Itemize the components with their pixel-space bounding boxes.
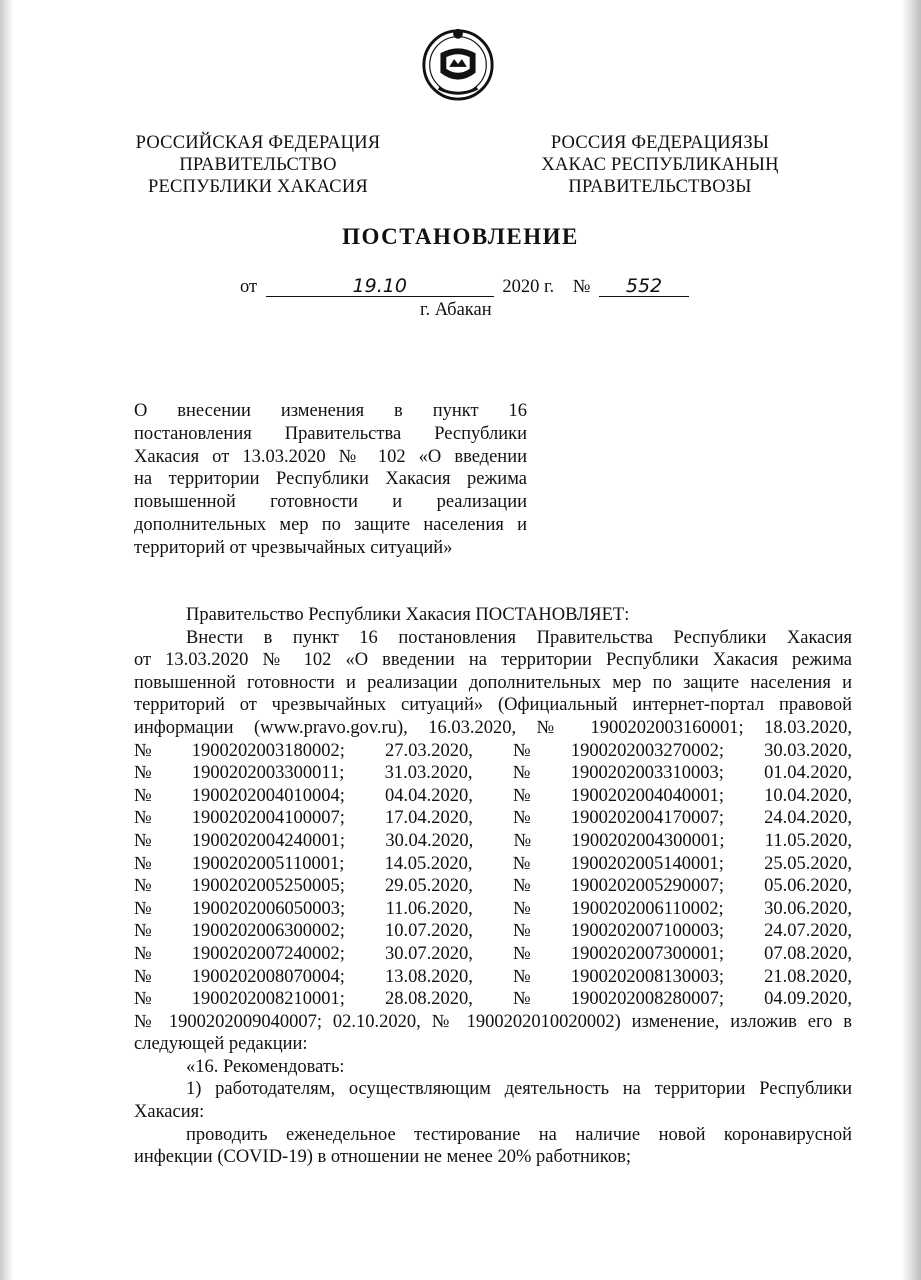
header-right-line: РОССИЯ ФЕДЕРАЦИЯЗЫ [550, 133, 770, 153]
publication-cell: 24.07.2020, [764, 921, 852, 942]
publication-cell: 17.04.2020, [385, 808, 473, 829]
publication-cell: 1900202008280007; [570, 989, 724, 1010]
publication-cell: 1900202006300002; [191, 921, 345, 942]
publication-cell: № [134, 921, 152, 942]
subject-block [134, 400, 527, 560]
publication-cell: № [513, 921, 531, 942]
publication-cell: 05.06.2020, [764, 876, 852, 897]
publication-row [134, 762, 852, 785]
publication-row [134, 966, 852, 989]
publication-cell: 21.08.2020, [764, 966, 852, 987]
subject-line: территорий от чрезвычайных ситуаций» [134, 537, 453, 558]
subject-line: на территории Республики Хакасия режима [134, 469, 527, 490]
resolves-line: Правительство Республики Хакасия ПОСТАНОВЛЯЕТ: [186, 605, 630, 625]
publication-cell: 10.07.2020, [385, 921, 473, 942]
publication-list [134, 740, 852, 1011]
publication-cell: № [513, 830, 532, 851]
publication-cell: 1900202005140001; [570, 853, 724, 874]
publication-cell: № [134, 898, 152, 919]
publication-cell: 1900202004240001; [191, 830, 346, 851]
date-prefix: от [240, 277, 258, 297]
subject-line: постановления Правительства Республики [134, 423, 527, 444]
publication-cell: 1900202006110002; [571, 898, 724, 919]
publication-cell: № [134, 853, 152, 874]
intro-line: информации (www.pravo.gov.ru), 16.03.2020, № 1900202003160001; 18.03.2020, [134, 717, 852, 738]
publication-cell: № [134, 763, 152, 784]
publication-cell: 1900202003270002; [570, 740, 724, 761]
publication-cell: 04.04.2020, [385, 785, 473, 806]
publication-cell: 13.08.2020, [385, 966, 473, 987]
publication-cell: 1900202004040001; [570, 785, 724, 806]
publication-cell: № [513, 943, 531, 964]
publication-cell: № [134, 943, 152, 964]
publication-cell: № [134, 876, 152, 897]
publication-cell: 30.06.2020, [764, 898, 852, 919]
publication-row [134, 943, 852, 966]
date-field-handwritten: 19.10 [266, 277, 494, 297]
publication-row [134, 875, 852, 898]
publication-cell: 11.05.2020, [764, 830, 852, 851]
publication-cell: 1900202008070004; [191, 966, 345, 987]
publication-cell: 01.04.2020, [764, 763, 852, 784]
publication-row [134, 853, 852, 876]
page-shadow-right [901, 0, 921, 1280]
publication-cell: 1900202004010004; [191, 785, 345, 806]
intro-line: Внести в пункт 16 постановления Правительства Республики Хакасия [186, 627, 852, 648]
publication-cell: № [134, 740, 152, 761]
publication-cell: № [512, 853, 531, 874]
publication-row [134, 920, 852, 943]
city-label: г. Абакан [420, 300, 492, 320]
publication-cell: 1900202003310003; [570, 763, 724, 784]
publication-cell: 28.08.2020, [385, 989, 473, 1010]
header-left-line: ПРАВИТЕЛЬСТВО [179, 155, 337, 175]
subject-line: повышенной готовности и реализации [134, 492, 527, 513]
publication-cell: № [513, 785, 531, 806]
year-label: 2020 г. [502, 277, 555, 297]
publication-cell: № [134, 830, 152, 851]
intro-line: повышенной готовности и реализации дополнительных мер по защите населения и [134, 672, 852, 693]
publication-cell: № [513, 989, 531, 1010]
publication-cell: 27.03.2020, [385, 740, 473, 761]
header-left [118, 132, 398, 198]
publication-cell: 1900202003180002; [191, 740, 345, 761]
publication-cell: № [513, 966, 531, 987]
subject-line: Хакасия от 13.03.2020 № 102 «О введении [134, 446, 527, 467]
document-body [134, 604, 852, 1169]
publication-cell: 1900202004300001; [571, 830, 725, 851]
publication-cell: 04.09.2020, [764, 989, 852, 1010]
testing-line: проводить еженедельное тестирование на наличие новой коронавирусной [186, 1124, 852, 1145]
publication-cell: 25.05.2020, [764, 853, 852, 874]
publication-cell: № [134, 989, 152, 1010]
coat-of-arms-emblem [419, 24, 497, 102]
publication-cell: 1900202003300011; [191, 763, 345, 784]
publication-cell: 10.04.2020, [764, 785, 852, 806]
publication-row [134, 740, 852, 763]
header-right-line: ПРАВИТЕЛЬСТВОЗЫ [568, 177, 752, 197]
publication-cell: 1900202008210001; [191, 989, 345, 1010]
publication-row [134, 807, 852, 830]
header-left-line: РОССИЙСКАЯ ФЕДЕРАЦИЯ [135, 133, 381, 153]
publication-cell: 30.03.2020, [764, 740, 852, 761]
closing-line: следующей редакции: [134, 1034, 308, 1055]
number-sign: № [572, 277, 591, 297]
publication-cell: № [134, 966, 152, 987]
subject-line: дополнительных мер по защите населения и [134, 514, 527, 535]
publication-cell: 30.07.2020, [385, 943, 473, 964]
publication-cell: № [513, 808, 531, 829]
publication-cell: 24.04.2020, [764, 808, 852, 829]
closing-line: № 1900202009040007; 02.10.2020, № 1900202010020002) изменение, изложив его в [134, 1011, 852, 1032]
intro-line: территорий от чрезвычайных ситуаций» (Официальный интернет-портал правовой [134, 695, 852, 716]
employers-line: 1) работодателям, осуществляющим деятельность на территории Республики [186, 1079, 852, 1100]
publication-cell: 07.08.2020, [764, 943, 852, 964]
employers-line: Хакасия: [134, 1102, 205, 1123]
publication-cell: 1900202004170007; [570, 808, 724, 829]
publication-cell: 11.06.2020, [385, 898, 473, 919]
header-right [520, 132, 800, 198]
publication-cell: № [134, 808, 152, 829]
subject-line: О внесении изменения в пункт 16 [134, 401, 527, 421]
item-16-heading: «16. Рекомендовать: [186, 1056, 345, 1077]
header-right-line: ХАКАС РЕСПУБЛИКАНЫҢ [541, 155, 779, 175]
publication-cell: 1900202004100007; [191, 808, 345, 829]
publication-cell: 1900202007100003; [570, 921, 724, 942]
publication-cell: 29.05.2020, [385, 876, 473, 897]
page-shadow-left [0, 0, 14, 1280]
publication-row [134, 988, 852, 1011]
publication-cell: 1900202005110001; [191, 853, 345, 874]
publication-cell: 31.03.2020, [384, 763, 473, 784]
publication-row [134, 898, 852, 921]
testing-line: инфекции (COVID-19) в отношении не менее 20% работников; [134, 1147, 631, 1168]
date-number-line [240, 277, 689, 298]
publication-cell: 1900202006050003; [192, 898, 346, 919]
publication-cell: 1900202005290007; [570, 876, 724, 897]
publication-row [134, 830, 852, 853]
publication-cell: 1900202007240002; [191, 943, 345, 964]
publication-cell: № [513, 876, 531, 897]
publication-cell: 1900202007300001; [570, 943, 724, 964]
publication-cell: 14.05.2020, [384, 853, 473, 874]
header-left-line: РЕСПУБЛИКИ ХАКАСИЯ [148, 177, 368, 197]
publication-cell: № [512, 763, 531, 784]
intro-line: от 13.03.2020 № 102 «О введении на территории Республики Хакасия режима [134, 650, 852, 671]
publication-cell: № [134, 785, 152, 806]
number-field-handwritten: 552 [599, 277, 689, 297]
publication-cell: № [513, 898, 531, 919]
publication-cell: 30.04.2020, [385, 830, 474, 851]
publication-cell: № [513, 740, 531, 761]
document-title: ПОСТАНОВЛЕНИЕ [342, 224, 579, 249]
publication-cell: 1900202005250005; [191, 876, 345, 897]
publication-row [134, 785, 852, 808]
publication-cell: 1900202008130003; [570, 966, 724, 987]
